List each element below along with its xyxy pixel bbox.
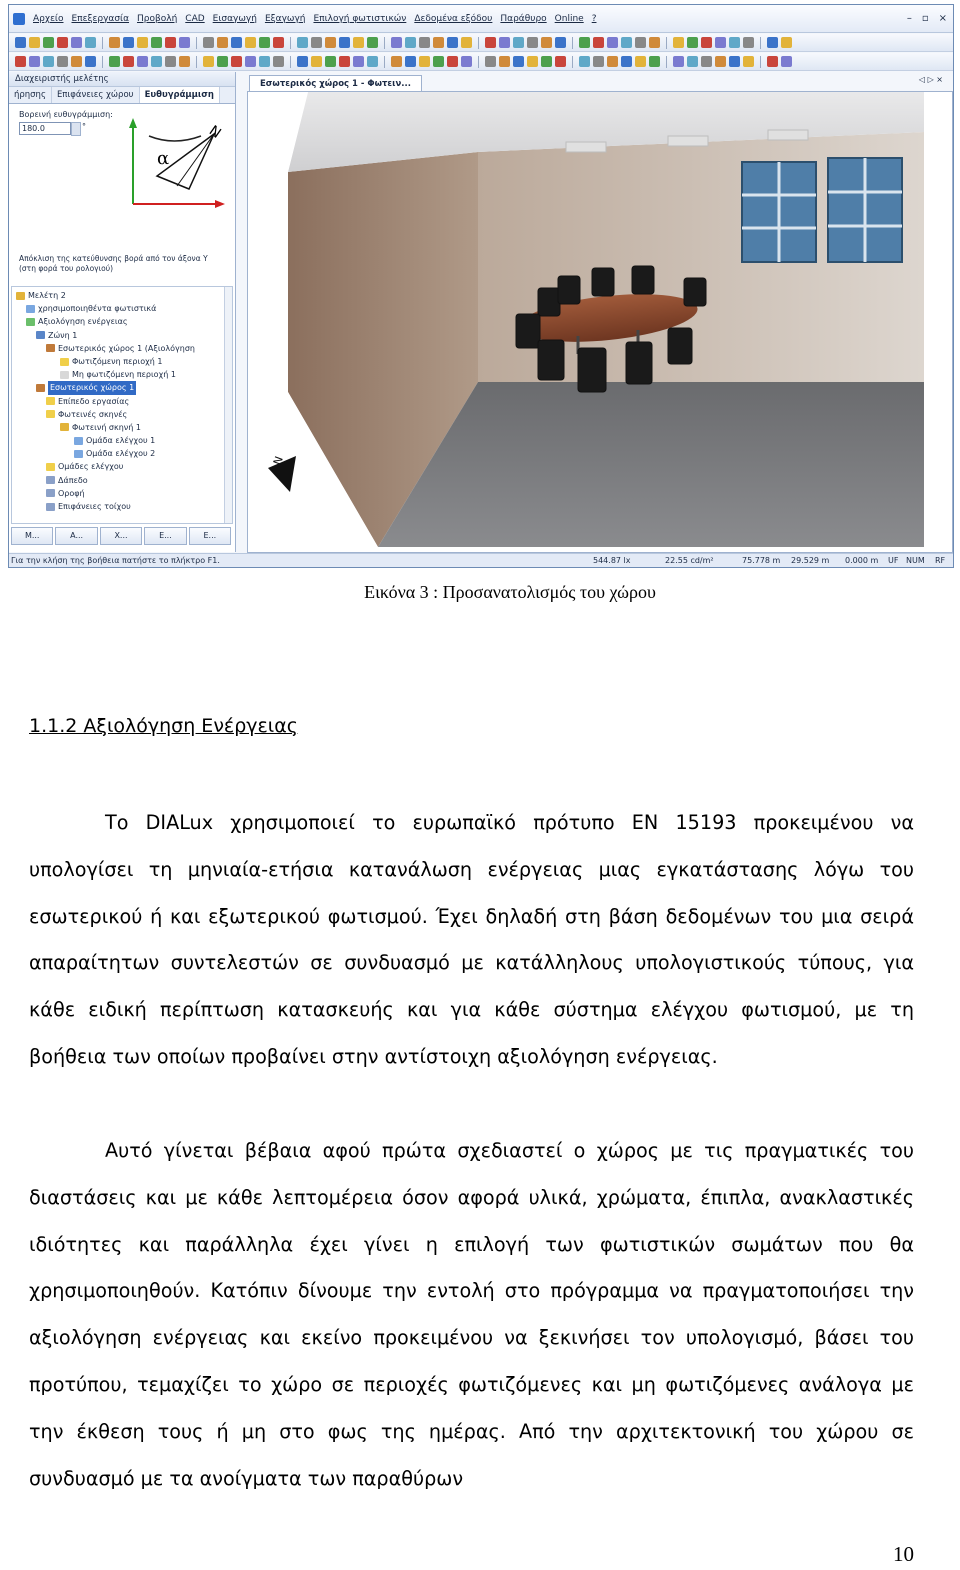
toolbar-button-icon[interactable] — [433, 37, 444, 48]
status-x: 75.778 m — [742, 556, 781, 565]
toolbar-button-icon[interactable] — [593, 56, 604, 67]
toolbar-button-icon[interactable] — [673, 37, 684, 48]
status-flag-num: NUM — [906, 556, 925, 565]
document-tab[interactable]: Εσωτερικός χώρος 1 - Φωτειν... — [249, 75, 422, 92]
ceiling-luminaire — [768, 130, 808, 140]
tree-node-icon — [74, 450, 83, 458]
x-axis-arrow — [215, 200, 225, 208]
toolbar-button-icon[interactable] — [621, 56, 632, 67]
toolbar-button-icon[interactable] — [353, 56, 364, 67]
project-tree — [11, 286, 233, 524]
tree-scrollbar[interactable] — [224, 287, 232, 523]
toolbar-separator — [384, 37, 385, 49]
figure-caption: Εικόνα 3 : Προσανατολισμός του χώρου — [364, 582, 656, 602]
toolbar-separator — [384, 56, 385, 68]
toolbar-separator — [572, 37, 573, 49]
room-render — [248, 92, 952, 552]
toolbar-button-icon[interactable] — [311, 56, 322, 67]
toolbar-separator — [290, 37, 291, 49]
tree-item-label: χρησιμοποιηθέντα φωτιστικά — [38, 304, 157, 314]
toolbar-button-icon[interactable] — [123, 37, 134, 48]
toolbar-button-icon[interactable] — [579, 56, 590, 67]
toolbar-button-icon[interactable] — [151, 37, 162, 48]
toolbar-button-icon[interactable] — [245, 56, 256, 67]
toolbar-button-icon[interactable] — [541, 56, 552, 67]
status-bar — [9, 553, 953, 568]
angle-arc — [149, 136, 201, 141]
toolbar-button-icon[interactable] — [687, 56, 698, 67]
toolbar-button-icon[interactable] — [137, 56, 148, 67]
toolbar-button-icon[interactable] — [649, 37, 660, 48]
tree-item-label: Ομάδα ελέγχου 2 — [86, 449, 156, 459]
dialux-screenshot — [8, 4, 954, 568]
toolbar-button-icon[interactable] — [461, 56, 472, 67]
toolbar-button-icon[interactable] — [71, 56, 82, 67]
section-heading: 1.1.2 Αξιολόγηση Ενέργειας — [29, 715, 298, 737]
tree-item-label: Εσωτερικός χώρος 1 — [48, 381, 136, 394]
toolbar-button-icon[interactable] — [447, 37, 458, 48]
window-right — [828, 158, 902, 262]
tree-item-label: Φωτεινές σκηνές — [58, 409, 128, 419]
toolbar-button-icon[interactable] — [555, 37, 566, 48]
deviation-description: Απόκλιση της κατεύθυνσης βορά από τον άξονα Y (στη φορά του ρολογιού) — [19, 254, 208, 273]
tree-node-icon — [46, 489, 55, 497]
tree-node-icon — [60, 371, 69, 379]
toolbar-button-icon[interactable] — [405, 56, 416, 67]
ceiling-luminaire — [566, 142, 606, 152]
toolbar-button-icon[interactable] — [513, 37, 524, 48]
toolbar-button-icon[interactable] — [273, 37, 284, 48]
toolbar-button-icon[interactable] — [419, 56, 430, 67]
toolbar-separator — [572, 56, 573, 68]
window-controls — [907, 13, 947, 24]
toolbar-button-icon[interactable] — [165, 56, 176, 67]
menu-export[interactable]: Εξαγωγή — [264, 13, 306, 24]
tree-item[interactable] — [16, 447, 233, 460]
tree-item-label: Δάπεδο — [58, 475, 88, 485]
chair — [632, 266, 654, 294]
toolbar-button-icon[interactable] — [217, 56, 228, 67]
tree-node-icon — [46, 344, 55, 352]
chair — [668, 328, 692, 364]
tree-item[interactable] — [16, 408, 233, 421]
viewport-north-label: N — [270, 454, 286, 467]
tree-node-icon — [46, 410, 55, 418]
tree-item[interactable] — [16, 421, 233, 434]
panel-bottom-tabs — [11, 527, 231, 545]
tree-node-icon — [46, 397, 55, 405]
tree-node-icon — [26, 305, 35, 313]
chair — [538, 288, 560, 316]
tree-item[interactable] — [16, 315, 233, 328]
toolbar-button-icon[interactable] — [71, 37, 82, 48]
toolbar-button-icon[interactable] — [259, 56, 270, 67]
toolbar-button-icon[interactable] — [405, 37, 416, 48]
maximize-icon[interactable]: ▫ — [921, 13, 929, 24]
tree-item-label: Μη φωτιζόμενη περιοχή 1 — [72, 370, 176, 380]
tree-item[interactable] — [16, 460, 233, 473]
toolbar-button-icon[interactable] — [701, 37, 712, 48]
minimize-icon[interactable]: – — [906, 13, 912, 24]
toolbar-button-icon[interactable] — [673, 56, 684, 67]
main-toolbar — [9, 34, 953, 52]
toolbar-button-icon[interactable] — [729, 56, 740, 67]
toolbar-button-icon[interactable] — [485, 37, 496, 48]
toolbar-button-icon[interactable] — [57, 56, 68, 67]
toolbar-button-icon[interactable] — [85, 56, 96, 67]
chair — [684, 278, 706, 306]
toolbar-separator — [478, 37, 479, 49]
chair — [538, 340, 564, 380]
toolbar-button-icon[interactable] — [767, 56, 778, 67]
toolbar-button-icon[interactable] — [231, 56, 242, 67]
tree-item-label: Αξιολόγηση ενέργειας — [38, 317, 128, 327]
tab-nav-arrows[interactable]: ◁ ▷ × — [918, 75, 943, 84]
rotation-spinner[interactable] — [71, 122, 81, 136]
tree-item-label: Φωτιζόμενη περιοχή 1 — [72, 356, 163, 366]
bottom-tab-a[interactable]: A... — [55, 527, 97, 545]
tree-item-label: Ομάδα ελέγχου 1 — [86, 436, 156, 446]
toolbar-button-icon[interactable] — [499, 37, 510, 48]
menu-online[interactable]: Online — [554, 13, 584, 24]
toolbar-button-icon[interactable] — [311, 37, 322, 48]
toolbar-button-icon[interactable] — [579, 37, 590, 48]
toolbar-separator — [760, 37, 761, 49]
toolbar-button-icon[interactable] — [297, 56, 308, 67]
toolbar-button-icon[interactable] — [541, 37, 552, 48]
project-manager-panel — [9, 72, 236, 552]
tree-item-label: Οροφή — [58, 488, 85, 498]
toolbar-button-icon[interactable] — [123, 56, 134, 67]
toolbar-button-icon[interactable] — [297, 37, 308, 48]
menu-help[interactable]: ? — [591, 13, 597, 24]
panel-tabs — [9, 87, 235, 104]
toolbar-button-icon[interactable] — [245, 37, 256, 48]
toolbar-button-icon[interactable] — [179, 56, 190, 67]
toolbar-button-icon[interactable] — [339, 56, 350, 67]
menu-output[interactable]: Δεδομένα εξόδου — [414, 13, 493, 24]
tree-item[interactable] — [16, 329, 233, 342]
status-help-text: Για την κλήση της βοήθεια πατήστε το πλήκτρο F1. — [11, 556, 220, 565]
toolbar-button-icon[interactable] — [447, 56, 458, 67]
close-icon[interactable]: × — [938, 13, 947, 24]
alignment-properties — [9, 104, 235, 274]
status-luminance: 22.55 cd/m² — [665, 556, 714, 565]
tree-item-label: Φωτεινή σκηνή 1 — [72, 422, 141, 432]
tree-item-label: Εσωτερικός χώρος 1 (Αξιολόγηση — [58, 343, 195, 353]
toolbar-button-icon[interactable] — [607, 37, 618, 48]
toolbar-button-icon[interactable] — [701, 56, 712, 67]
tree-item[interactable] — [16, 289, 233, 302]
toolbar-button-icon[interactable] — [391, 37, 402, 48]
toolbar-button-icon[interactable] — [231, 37, 242, 48]
toolbar-button-icon[interactable] — [781, 56, 792, 67]
toolbar-separator — [666, 37, 667, 49]
tree-node-icon — [36, 384, 45, 392]
toolbar-button-icon[interactable] — [29, 37, 40, 48]
menu-view[interactable]: Προβολή — [137, 13, 178, 24]
paragraph-2: Αυτό γίνεται βέβαια αφού πρώτα σχεδιαστεί ο χώρος με τις πραγματικές του διαστάσεις και με κάθε λεπτομέρεια όσον αφορά υλικά, χρώματα, έπιπλα, ανακλαστικές ιδιότητες και παράλληλα έχει γίνει η επιλογή των φωτιστικών σωμάτων που θα χρησιμοποιηθούν. Κατόπιν δίνουμε την εντολή στο πρόγραμμα να πραγματοποιήσει την αξιολόγηση ενέργειας και εκείνο προκειμένου να ξεκινήσει τον υπολογισμό, βάσει του προτύπου, τεμαχίζει το χώρο σε περιοχές φωτιζόμενες και μη φωτιζόμενες ανάλογα με την έκθεση τους ή μη στο φως της ημέρας. Από την αρχιτεκτονική του χώρου σε συνδυασμό με τα ανοίγματα των παραθύρων — [29, 1139, 914, 1490]
toolbar-button-icon[interactable] — [179, 37, 190, 48]
toolbar-button-icon[interactable] — [513, 56, 524, 67]
toolbar-button-icon[interactable] — [203, 56, 214, 67]
toolbar-separator — [196, 37, 197, 49]
toolbar-button-icon[interactable] — [767, 37, 778, 48]
tree-item-label: Επιφάνειες τοίχου — [58, 502, 131, 511]
chair — [578, 348, 606, 392]
bottom-tab-x[interactable]: X... — [100, 527, 142, 545]
toolbar-button-icon[interactable] — [15, 37, 26, 48]
toolbar-button-icon[interactable] — [499, 56, 510, 67]
tree-item[interactable] — [16, 487, 233, 500]
tree-node-icon — [26, 318, 35, 326]
toolbar-button-icon[interactable] — [419, 37, 430, 48]
toolbar-button-icon[interactable] — [715, 56, 726, 67]
bottom-tab-e[interactable]: E... — [144, 527, 186, 545]
toolbar-button-icon[interactable] — [593, 37, 604, 48]
chair — [516, 314, 540, 348]
status-flag-rf: RF — [935, 556, 946, 565]
toolbar-button-icon[interactable] — [527, 56, 538, 67]
tree-item[interactable] — [16, 355, 233, 368]
toolbar-button-icon[interactable] — [325, 37, 336, 48]
toolbar-button-icon[interactable] — [485, 56, 496, 67]
tree-node-icon — [74, 437, 83, 445]
rotation-unit: ° — [82, 122, 86, 131]
toolbar-separator — [760, 56, 761, 68]
toolbar-button-icon[interactable] — [85, 37, 96, 48]
toolbar-button-icon[interactable] — [729, 37, 740, 48]
toolbar-button-icon[interactable] — [43, 37, 54, 48]
status-z: 0.000 m — [845, 556, 879, 565]
toolbar-button-icon[interactable] — [635, 37, 646, 48]
paragraph-1: Το DIALux χρησιμοποιεί το ευρωπαϊκό πρότυπο EN 15193 προκειμένου να υπολογίσει τη μηνιαία-ετήσια κατανάλωση ενέργειας μιας εγκατάστασης λόγω του εσωτερικού ή και εξωτερικού φωτισμού. Έχει δηλαδή στη βάση δεδομένων του μια σειρά απαραίτητων συντελεστών σε συνδυασμό με κατάλληλους υπολογιστικούς τύπους, για κάθε ειδική περίπτωση κατασκευής και για κάθε σύστημα ελέγχου φωτισμού, με τη βοήθεια των οποίων προβαίνει στην αντίστοιχη αξιολόγηση ενέργειας. — [29, 811, 914, 1068]
tree-item[interactable] — [16, 342, 233, 355]
toolbar-separator — [666, 56, 667, 68]
tree-item[interactable] — [16, 500, 233, 513]
tab-view[interactable]: ήρησης — [9, 87, 52, 103]
toolbar-button-icon[interactable] — [433, 56, 444, 67]
toolbar-separator — [102, 37, 103, 49]
chair — [592, 268, 614, 296]
cad-toolbar — [9, 53, 953, 71]
bottom-tab-project[interactable]: M... — [11, 527, 53, 545]
tree-item[interactable] — [16, 381, 233, 394]
status-y: 29.529 m — [791, 556, 830, 565]
status-flag-uf: UF — [888, 556, 899, 565]
toolbar-button-icon[interactable] — [325, 56, 336, 67]
chair — [558, 276, 580, 304]
tree-item-label: Επίπεδο εργασίας — [58, 396, 130, 406]
menu-bar — [9, 5, 953, 33]
tree-node-icon — [60, 423, 69, 431]
toolbar-button-icon[interactable] — [621, 37, 632, 48]
window-left — [742, 162, 816, 262]
tree-item-label: Μελέτη 2 — [28, 291, 66, 300]
y-axis-arrow — [129, 118, 137, 128]
orientation-diagram — [119, 114, 229, 214]
toolbar-button-icon[interactable] — [743, 37, 754, 48]
toolbar-separator — [478, 56, 479, 68]
menu-insert[interactable]: Εισαγωγή — [212, 13, 257, 24]
toolbar-button-icon[interactable] — [687, 37, 698, 48]
toolbar-button-icon[interactable] — [29, 56, 40, 67]
toolbar-button-icon[interactable] — [391, 56, 402, 67]
toolbar-button-icon[interactable] — [15, 56, 26, 67]
tree-item-label: Ομάδες ελέγχου — [58, 462, 124, 472]
toolbar-button-icon[interactable] — [151, 56, 162, 67]
toolbar-button-icon[interactable] — [607, 56, 618, 67]
tree-node-icon — [46, 463, 55, 471]
toolbar-button-icon[interactable] — [165, 37, 176, 48]
toolbar-separator — [196, 56, 197, 68]
alpha-label: α — [157, 148, 170, 169]
toolbar-separator — [290, 56, 291, 68]
tab-room-surfaces[interactable]: Επιφάνειες χώρου — [52, 87, 140, 103]
app-icon — [13, 13, 25, 25]
toolbar-button-icon[interactable] — [57, 37, 68, 48]
toolbar-button-icon[interactable] — [555, 56, 566, 67]
tree-item[interactable] — [16, 434, 233, 447]
tree-item[interactable] — [16, 474, 233, 487]
menu-file[interactable]: Αρχείο — [33, 13, 64, 24]
menu-luminaire-selection[interactable]: Επιλογή φωτιστικών — [313, 13, 407, 24]
tree-item[interactable] — [16, 368, 233, 381]
toolbar-button-icon[interactable] — [109, 37, 120, 48]
toolbar-button-icon[interactable] — [353, 37, 364, 48]
toolbar-button-icon[interactable] — [339, 37, 350, 48]
tree-node-icon — [36, 331, 45, 339]
north-label: N — [205, 122, 224, 142]
chair — [626, 342, 652, 384]
toolbar-button-icon[interactable] — [649, 56, 660, 67]
tree-item[interactable] — [16, 395, 233, 408]
tree-item[interactable] — [16, 302, 233, 315]
toolbar-button-icon[interactable] — [273, 56, 284, 67]
page-number: 10 — [893, 1542, 914, 1566]
toolbar-button-icon[interactable] — [43, 56, 54, 67]
tab-alignment[interactable]: Ευθυγράμμιση — [140, 87, 220, 103]
rotation-label: Βορεινή ευθυγράμμιση: — [19, 110, 113, 119]
tree-node-icon — [16, 292, 25, 300]
toolbar-button-icon[interactable] — [527, 37, 538, 48]
tree-node-icon — [60, 358, 69, 366]
toolbar-button-icon[interactable] — [259, 37, 270, 48]
menu-cad[interactable]: CAD — [185, 13, 205, 24]
3d-viewport[interactable] — [247, 91, 953, 553]
toolbar-button-icon[interactable] — [715, 37, 726, 48]
toolbar-button-icon[interactable] — [109, 56, 120, 67]
toolbar-separator — [102, 56, 103, 68]
status-illuminance: 544.87 lx — [593, 556, 631, 565]
toolbar-button-icon[interactable] — [743, 56, 754, 67]
rotation-input[interactable]: 180.0 — [19, 122, 71, 135]
menu-edit[interactable]: Επεξεργασία — [71, 13, 130, 24]
toolbar-button-icon[interactable] — [217, 37, 228, 48]
tree-node-icon — [46, 476, 55, 484]
toolbar-button-icon[interactable] — [781, 37, 792, 48]
toolbar-button-icon[interactable] — [367, 37, 378, 48]
toolbar-button-icon[interactable] — [367, 56, 378, 67]
tree-node-icon — [46, 503, 55, 511]
menu-window[interactable]: Παράθυρο — [500, 13, 547, 24]
toolbar-button-icon[interactable] — [137, 37, 148, 48]
bottom-tab-e2[interactable]: E... — [189, 527, 231, 545]
toolbar-button-icon[interactable] — [635, 56, 646, 67]
panel-title: Διαχειριστής μελέτης — [9, 72, 235, 87]
toolbar-button-icon[interactable] — [461, 37, 472, 48]
tree-item-label: Ζώνη 1 — [48, 330, 78, 340]
toolbar-button-icon[interactable] — [203, 37, 214, 48]
ceiling-luminaire — [668, 136, 708, 146]
